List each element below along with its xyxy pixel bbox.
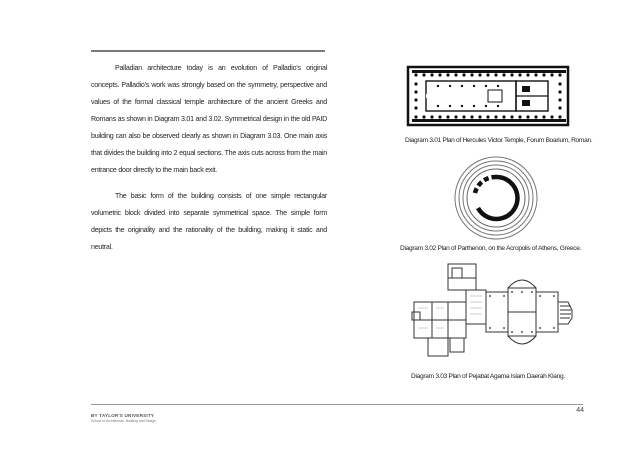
- caption-diagram-3-01: Diagram 3.01 Plan of Hercules Victor Temple, Forum Boarium, Roman.: [405, 137, 593, 144]
- header-rule: [91, 50, 325, 52]
- footer-rule: [91, 404, 583, 405]
- paragraph-2: The basic form of the building consists of one simple rectangular volumetric block divided into separate symmetrical space. The simple form depicts the originality and the rationality of the building, making it static and neutral.: [91, 192, 327, 251]
- diagram-3-03-floor-plan: [410, 262, 580, 364]
- caption-diagram-3-02: Diagram 3.02 Plan of Parthenon, on the Acropolis of Athens, Greece.: [400, 245, 582, 252]
- diagram-3-02-circular-plan: [452, 155, 540, 241]
- page-number: 44: [576, 407, 584, 414]
- footer-logo-subtext: School of Architecture, Building and Design: [91, 419, 157, 423]
- diagram-3-01-temple-plan: [406, 64, 572, 132]
- body-text: [91, 60, 327, 265]
- footer-logo: BY TAYLOR'S UNIVERSITY: [91, 413, 155, 418]
- paragraph-1: Palladian architecture today is an evolution of Palladio’s original concepts. Palladio’s work was strongly based on the symmetry, perspective and values of the formal classical temple architecture of the ancient Greeks and Romans as shown in Diagram 3.01 and 3.02. Symmetrical design in the old PAID building can also be observed clearly as shown in Diagram 3.03. One main axis that divides the building into 2 equal sections. The axis cuts across from the main entrance door directly to the main back exit.: [91, 64, 327, 174]
- caption-diagram-3-03: Diagram 3.03 Plan of Pejabat Agama Islam Daerah Klang.: [411, 373, 565, 380]
